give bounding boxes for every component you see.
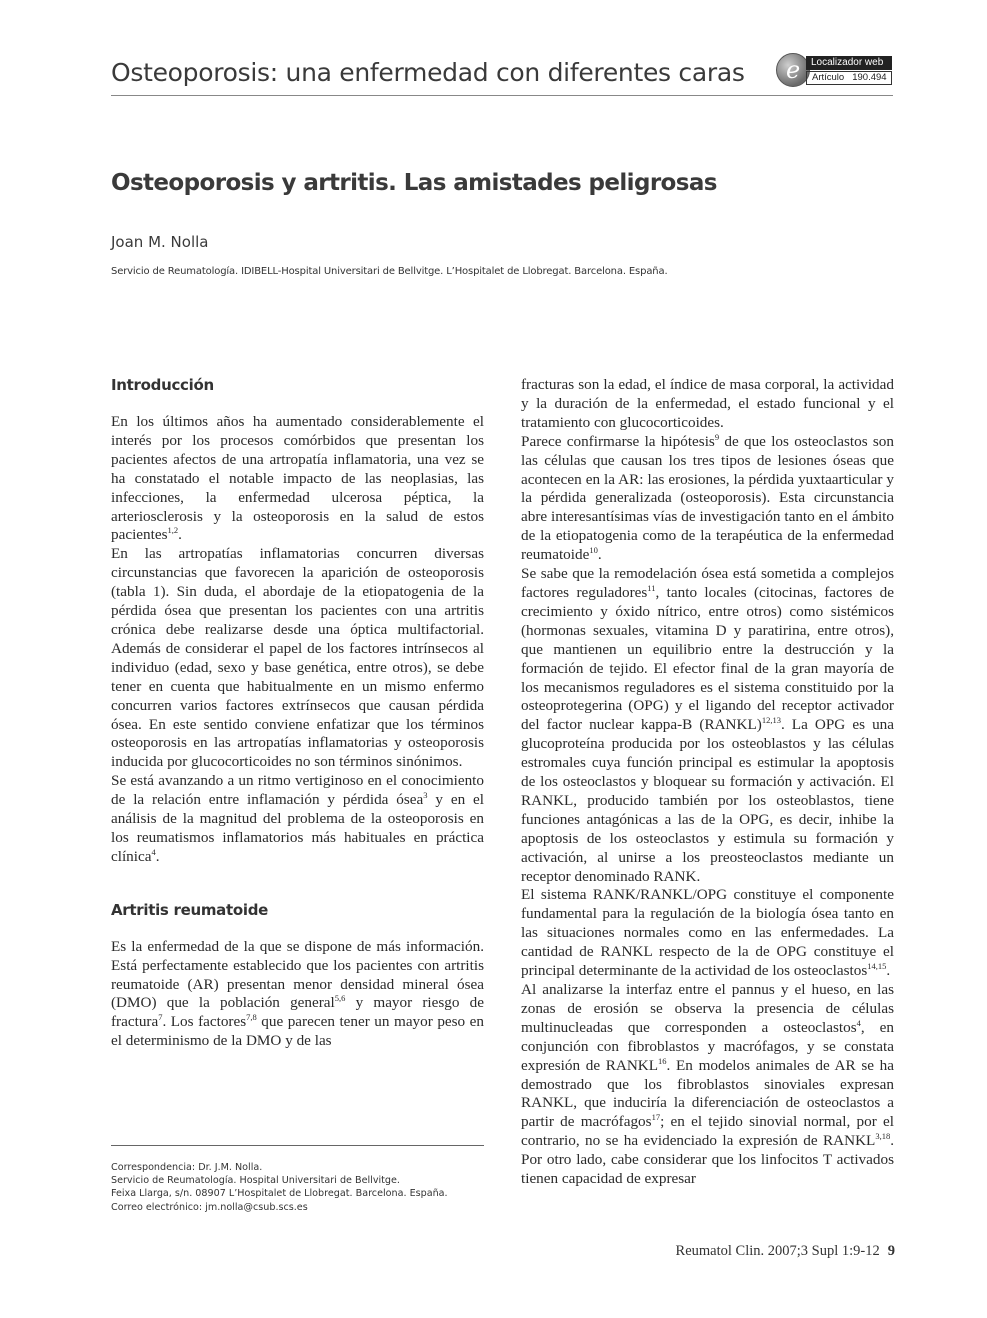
right-paragraph-4: El sistema RANK/RANKL/OPG constituye el componente fundamental para la regulación de la biología ósea tanto en las situaciones normales como en las enfermedades. La cantidad de RANKL respecto de la de OPG constituye el principal determinante de la actividad de los osteoclastos$^{14,15}$. bbox=[521, 886, 894, 980]
intro-paragraph-2: En las artropatías inflamatorias concurren diversas circunstancias que favorecen la aparición de osteoporosis (tabla 1). Sin duda, el abordaje de la etiopatogenia de la pérdida ósea que presentan los pacientes con una artritis crónica debe realizarse desde una óptica multifactorial. Además de considerar el papel de los factores intrínsecos al individuo (edad, sexo y base genética, entre otros), se debe tener en cuenta que habitualmente en un mismo enfermo concurren varios factores extrínsecos que causan pérdida ósea. En este sentido conviene enfatizar que los términos osteoporosis en las artropatías inflamatorias y osteoporosis inducida por glucocorticoides no son términos sinónimos. bbox=[111, 545, 484, 771]
footnote-line: Feixa Llarga, s/n. 08907 L’Hospitalet de Llobregat. Barcelona. España. bbox=[111, 1188, 448, 1200]
right-column bbox=[521, 376, 894, 1189]
footnote-email: Correo electrónico: jm.nolla@csub.scs.es bbox=[111, 1201, 308, 1213]
intro-paragraph-3: Se está avanzando a un ritmo vertiginoso en el conocimiento de la relación entre inflamación y pérdida ósea$^3$ y en el análisis de la magnitud del problema de la osteoporosis en los reumatismos inflamatorios más habituales en práctica clínica$^4$. bbox=[111, 772, 484, 865]
web-locator-badge bbox=[776, 52, 894, 88]
page-footer bbox=[676, 1243, 895, 1260]
locator-article-number: 190.494 bbox=[852, 72, 887, 83]
footnote-line: Correspondencia: Dr. J.M. Nolla. bbox=[111, 1162, 263, 1173]
correspondence-footnote bbox=[111, 1161, 448, 1214]
locator-article bbox=[806, 71, 892, 85]
ar-paragraph-1: Es la enfermedad de la que se dispone de más información. Está perfectamente establecido que los pacientes con artritis reumatoide (AR) presentan menor densidad mineral ósea (DMO) que la población general$^{5,6}$ y mayor riesgo de fractura$^7$. Los factores$^{7,8}$ que parecen tener un mayor peso en el determinismo de la DMO y de las bbox=[111, 937, 485, 1050]
page-number: 9 bbox=[887, 1243, 895, 1259]
right-paragraph-5: Al analizarse la interfaz entre el pannus y el hueso, en las zonas de erosión se observa la presencia de células multinucleadas que corresponden a osteoclastos$^4$, en conjunción con fibroblastos y macrófagos, y se constata expresión de RANKL$^{16}$. En modelos animales de AR se ha demostrado que los fibroblastos sinoviales expresan RANKL, que induciría la diferenciación de osteoclastos a partir de macrófagos$^{17}$; en el tejido sinovial normal, por el contrario, no se ha evidenciado la expresión de RANKL$^{3,18}$. Por otro lado, cabe considerar que los linfocitos T activados tienen capacidad de expresar bbox=[521, 981, 894, 1188]
author-affiliation: Servicio de Reumatología. IDIBELL-Hospital Universitari de Bellvitge. L’Hospitalet de Llobregat. Barcelona. España. bbox=[111, 266, 668, 277]
left-column bbox=[111, 376, 484, 1051]
locator-label: Localizador web bbox=[806, 56, 892, 70]
intro-paragraph-1: En los últimos años ha aumentado considerablemente el interés por los procesos comórbidos que presentan los pacientes afectos de una artropatía inflamatoria, una vez se ha constatado el notable impacto de las neoplasias, las infecciones, la enfermedad ulcerosa péptica, la arteriosclerosis y la osteoporosis en la salud de estos pacientes$^{1,2}$. bbox=[111, 413, 484, 544]
intro-heading: Introducción bbox=[111, 376, 214, 394]
journal-citation: Reumatol Clin. 2007;3 Supl 1:9-12 bbox=[675, 1243, 880, 1259]
section-header-title: Osteoporosis: una enfermedad con diferentes caras bbox=[111, 58, 745, 87]
right-paragraph-2: Parece confirmarse la hipótesis$^9$ de que los osteoclastos son las células que causan los tres tipos de lesiones óseas que acontecen en la AR: las erosiones, la pérdida yuxtaarticular y la pérdida generalizada (osteoporosis). Esta circunstancia abre interesantísimas vías de investigación tanto en el ámbito de la etiopatogenia como de la terapéutica de la enfermedad reumatoide$^{10}$. bbox=[521, 431, 894, 564]
footnote-line: Servicio de Reumatología. Hospital Universitari de Bellvitge. bbox=[111, 1175, 400, 1187]
article-title: Osteoporosis y artritis. Las amistades peligrosas bbox=[111, 170, 717, 196]
locator-article-label: Artículo bbox=[812, 72, 845, 83]
author-name: Joan M. Nolla bbox=[111, 233, 209, 251]
right-paragraph-1: fracturas son la edad, el índice de masa corporal, la actividad y la duración de la enfermedad, el estado funcional y el tratamiento con glucocorticoides. bbox=[521, 376, 894, 431]
e-logo-icon: e bbox=[776, 53, 810, 87]
header-divider bbox=[111, 95, 893, 96]
right-paragraph-3: Se sabe que la remodelación ósea está sometida a complejos factores reguladores$^{11}$, tanto locales (citocinas, factores de crecimiento y óxido nítrico, entre otros) como sistémicos (hormonas sexuales, vitamina D y paratirina, entre otros), que mantienen un equilibrio entre la destrucción y la formación de tejido. El efector final de la gran mayoría de los mecanismos reguladores es el sistema constituido por la osteoprotegerina (OPG) y el ligando del receptor activador del factor nuclear kappa-B (RANKL)$^{12,13}$. La OPG es una glucoproteína producida por los osteoblastos y las células estromales cuya función principal es estimular la apoptosis de los osteoclastos y bloquear su formación y activación. El RANKL, producido también por los osteoblastos, tiene funciones antagónicas a las de la OPG, es decir, inhibe la apoptosis de los osteoclastos y estimula su formación y activación, al unirse a los preosteoclastos mediante un receptor denominado RANK. bbox=[521, 565, 894, 885]
footnote-divider bbox=[111, 1145, 484, 1146]
ar-heading: Artritis reumatoide bbox=[111, 900, 269, 919]
